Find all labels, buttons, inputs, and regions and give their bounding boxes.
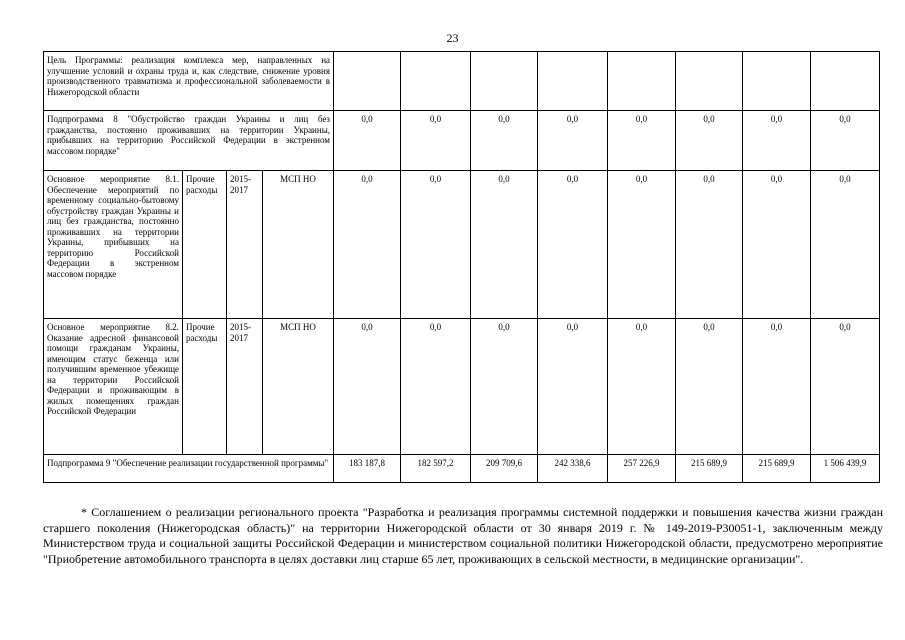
value-cell: 257 226,9	[608, 455, 676, 483]
program-table	[43, 51, 880, 483]
value-cell: 0,0	[743, 171, 811, 319]
row-name: Подпрограмма 8 "Обустройство граждан Украины и лиц без гражданства, постоянно проживавших на территории Украины, прибывших на территорию Российской Федерации в экстренном массовом порядке"	[44, 111, 334, 171]
executor: МСП НО	[263, 171, 334, 319]
table-row	[44, 455, 880, 483]
value-cell: 0,0	[538, 111, 608, 171]
expense-category: Прочие расходы	[183, 171, 227, 319]
value-cell: 182 597,2	[401, 455, 471, 483]
value-cell: 183 187,8	[334, 455, 401, 483]
value-cell	[743, 52, 811, 111]
value-cell	[401, 52, 471, 111]
value-cell	[538, 52, 608, 111]
table-row	[44, 319, 880, 455]
value-cell: 0,0	[471, 111, 538, 171]
value-cell: 0,0	[676, 171, 743, 319]
value-cell: 0,0	[811, 111, 880, 171]
value-cell: 0,0	[334, 111, 401, 171]
value-cell: 0,0	[401, 319, 471, 455]
period-years: 2015-2017	[227, 171, 263, 319]
expense-category: Прочие расходы	[183, 319, 227, 455]
value-cell: 0,0	[676, 319, 743, 455]
value-cell: 0,0	[538, 319, 608, 455]
period-years: 2015-2017	[227, 319, 263, 455]
value-cell: 0,0	[743, 319, 811, 455]
value-cell: 209 709,6	[471, 455, 538, 483]
value-cell	[676, 52, 743, 111]
value-cell: 215 689,9	[743, 455, 811, 483]
value-cell: 1 506 439,9	[811, 455, 880, 483]
row-name: Основное мероприятие 8.2. Оказание адресной финансовой помощи гражданам Украины, имеющим статус беженца или получившим временное убежище на территории Российской Федерации и проживающим в жилых помещениях граждан Российской Федерации	[44, 319, 183, 455]
value-cell: 0,0	[608, 319, 676, 455]
row-name: Основное мероприятие 8.1. Обеспечение мероприятий по временному социально-бытовому обустройству граждан Украины и лиц без гражданства, постоянно проживавших на территории Украины, прибывших на территорию Российской Федерации в экстренном массовом порядке	[44, 171, 183, 319]
row-name: Цель Программы: реализация комплекса мер, направленных на улучшение условий и охраны труда и, как следствие, снижение уровня производственного травматизма и профессиональной заболеваемости в Нижегородской области	[44, 52, 334, 111]
value-cell: 0,0	[608, 111, 676, 171]
value-cell: 0,0	[538, 171, 608, 319]
value-cell: 0,0	[401, 171, 471, 319]
value-cell	[334, 52, 401, 111]
value-cell: 0,0	[608, 171, 676, 319]
value-cell	[471, 52, 538, 111]
value-cell: 242 338,6	[538, 455, 608, 483]
executor: МСП НО	[263, 319, 334, 455]
footnote: * Соглашением о реализации регионального проекта "Разработка и реализация программы системной поддержки и повышения качества жизни граждан старшего поколения (Нижегородская область)" на территории Нижегородской области от 30 января 2019 г. № 149-2019-Р30051-1, заключенным между Министерством труда и социальной защиты Российской Федерации и министерством социальной политики Нижегородской области, предусмотрено мероприятие "Приобретение автомобильного транспорта в целях доставки лиц старше 65 лет, проживающих в сельской местности, в медицинские организации".	[43, 505, 883, 566]
value-cell: 0,0	[676, 111, 743, 171]
value-cell: 0,0	[471, 319, 538, 455]
value-cell: 0,0	[471, 171, 538, 319]
value-cell: 0,0	[811, 171, 880, 319]
value-cell: 0,0	[743, 111, 811, 171]
row-name: Подпрограмма 9 "Обеспечение реализации государственной программы"	[44, 455, 334, 483]
value-cell	[608, 52, 676, 111]
value-cell: 215 689,9	[676, 455, 743, 483]
value-cell	[811, 52, 880, 111]
table-row	[44, 52, 880, 111]
table-row	[44, 111, 880, 171]
value-cell: 0,0	[334, 171, 401, 319]
table-row	[44, 171, 880, 319]
page-number: 23	[446, 31, 459, 45]
value-cell: 0,0	[334, 319, 401, 455]
value-cell: 0,0	[401, 111, 471, 171]
value-cell: 0,0	[811, 319, 880, 455]
